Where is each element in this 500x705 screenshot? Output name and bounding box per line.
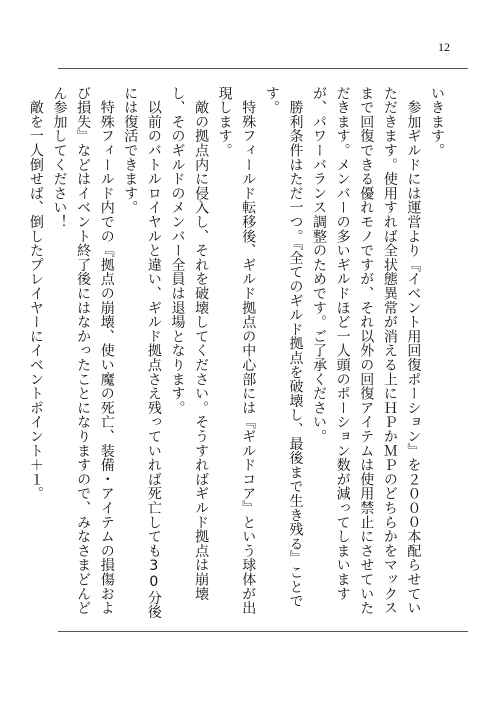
paragraph: 敵の拠点内に侵入し、それを破壊してください。そうすればギルド拠点は崩壊し、そのギルドのメンバー全員は退場となります。 [169,86,210,601]
paragraph: 以前のバトルロイヤルと違い、ギルド拠点さえ残っていれば死亡しても30分後には復活できます。 [122,86,162,620]
body-text [27,86,448,626]
paragraph: 敵を一人倒せば、倒したプレイヤーにイベントポイント＋１。 [27,86,44,501]
paragraph: 特殊フィールド転移後、ギルド拠点の中心部には『ギルドコア』という球体が出現します。 [216,86,257,616]
paragraph: いきます。 [429,86,445,158]
paragraph: 特殊フィールド内での『拠点の崩壊、使い魔の死亡、装備・アイテムの損傷および損失』などはイベント終了後にはなかったことになりますので、みなさまどんどん参加してください！ [51,86,115,616]
header-rule [58,68,468,69]
page-number: 12 [438,40,450,54]
paragraph: 勝利条件はただ一つ。『全てのギルド拠点を破壊し、最後まで生き残る』ことです。 [263,86,304,609]
paragraph: 参加ギルドには運営より『イベント用回復ポーション』を２０００本配らせていただきます。使用すれば全状態異常が消える上にＨＰかＭＰのどちらかをマックスまで回復できる優れモノですが、それ以外の回復アイテムは使用禁止にさせていただきます。メンバーの多いギルドほど一人頭のポーション数が減ってしまいますが、パワーバランス調整のためです。ご了承ください。 [311,86,422,616]
footer-rule [58,631,468,632]
